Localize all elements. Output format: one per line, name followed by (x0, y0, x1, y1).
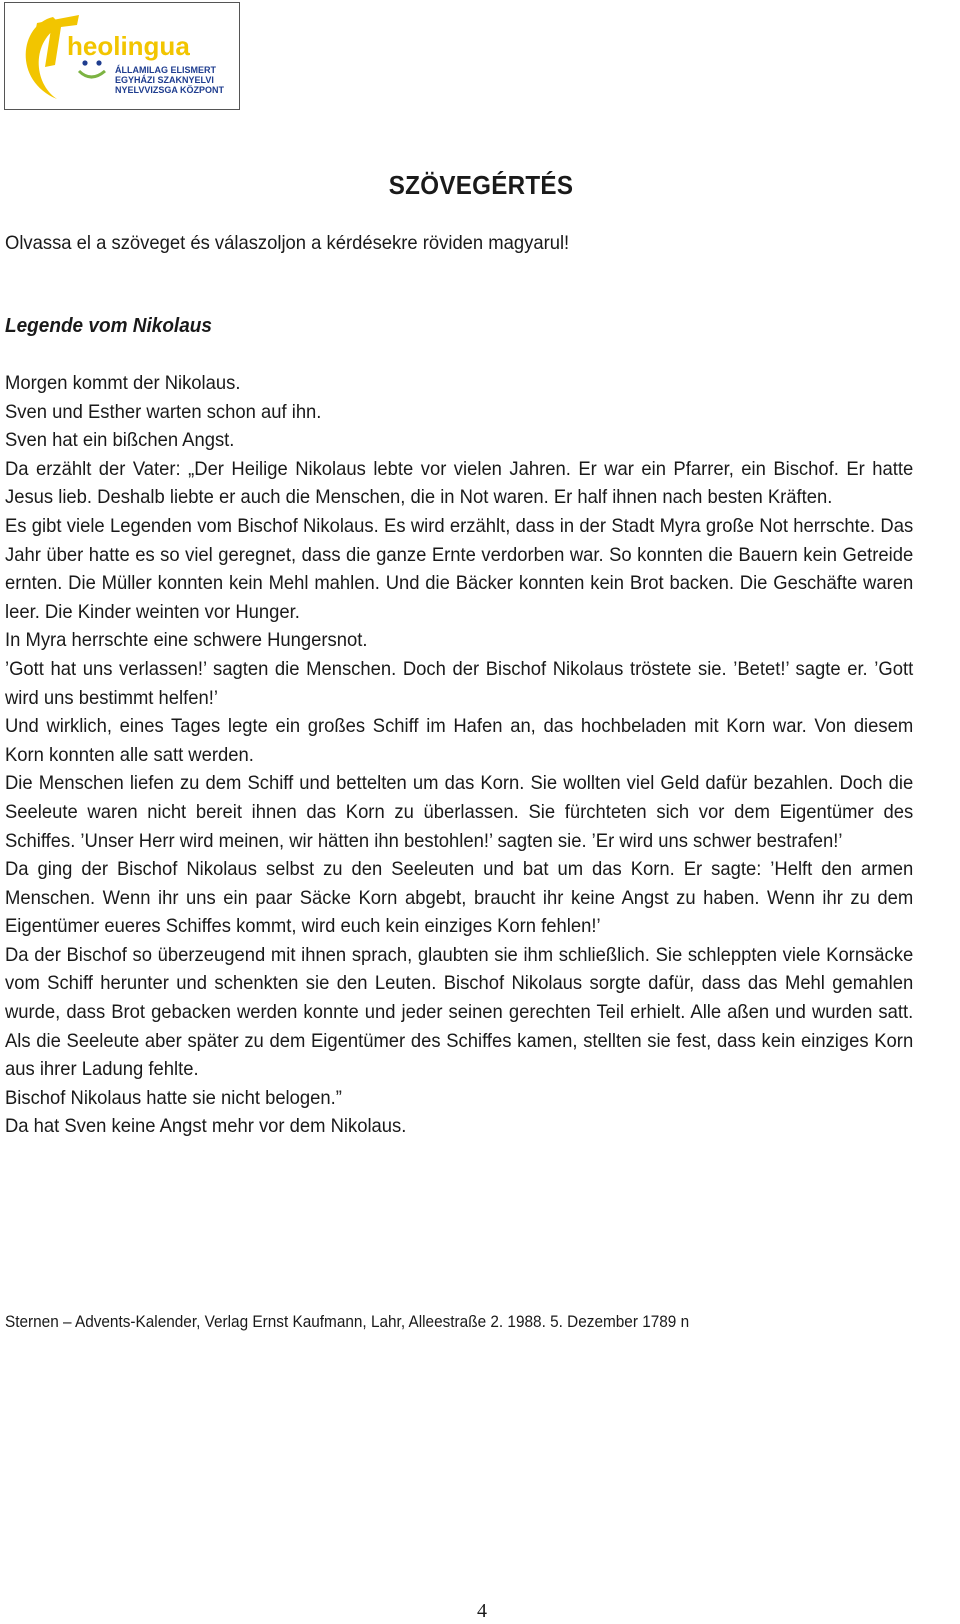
story-paragraph: Bischof Nikolaus hatte sie nicht belogen.” (5, 1086, 342, 1109)
logo-subline-1: ÁLLAMILAG ELISMERT (115, 65, 216, 75)
story-paragraph: ’Gott hat uns verlassen!’ sagten die Menschen. Doch der Bischof Nikolaus tröstete sie. ’Betet!’ sagte er. ’Gott wird uns bestimmt helfen!’ (5, 657, 914, 709)
theolingua-logo (4, 2, 240, 110)
logo-brand-text: heolingua (67, 31, 190, 61)
story-paragraph: Es gibt viele Legenden vom Bischof Nikolaus. Es wird erzählt, dass in der Stadt Myra große Not herrschte. Das Jahr über hatte es so viel geregnet, dass die ganze Ernte verdorben war. So konnten die Bauern kein Getreide ernten. Die Müller konnten kein Mehl mahlen. Und die Bäcker konnten kein Brot backen. Die Geschäfte waren leer. Die Kinder weinten vor Hunger. (5, 514, 914, 623)
source-citation: Sternen – Advents-Kalender, Verlag Ernst Kaufmann, Lahr, Alleestraße 2. 1988. 5. Dezember 1789 n (5, 1313, 690, 1331)
logo-subline-3: NYELVVIZSGA KÖZPONT (115, 85, 225, 95)
story-paragraph: Da hat Sven keine Angst mehr vor dem Nikolaus. (5, 1115, 407, 1138)
logo-graphic (5, 3, 238, 108)
story-body (5, 369, 913, 1141)
story-paragraph: Und wirklich, eines Tages legte ein großes Schiff im Hafen an, das hochbeladen mit Korn war. Von diesem Korn konnten alle satt werden. (5, 715, 914, 766)
story-paragraph: In Myra herrschte eine schwere Hungersnot. (5, 629, 368, 652)
story-paragraph: Sven und Esther warten schon auf ihn. (5, 400, 322, 423)
instruction-text: Olvassa el a szöveget és válaszoljon a kérdésekre röviden magyarul! (5, 232, 570, 254)
logo-subline-2: EGYHÁZI SZAKNYELVI (115, 75, 214, 85)
logo-eye-right (96, 60, 101, 65)
page-heading: SZÖVEGÉRTÉS (388, 170, 574, 200)
story-paragraph: Da ging der Bischof Nikolaus selbst zu den Seeleuten und bat um das Korn. Er sagte: ’Helft den armen Menschen. Wenn ihr uns ein paar Säcke Korn abgebt, braucht ihr keine Angst zu haben. Wenn ihr zu dem Eigentümer eueres Schiffes kommt, wird euch kein einziges Korn fehlen!’ (5, 858, 914, 938)
story-paragraph: Da erzählt der Vater: „Der Heilige Nikolaus lebte vor vielen Jahren. Er war ein Pfarrer, ein Bischof. Er hatte Jesus lieb. Deshalb liebte er auch die Menschen, die in Not waren. Er half ihnen nach besten Kräften. (5, 457, 914, 509)
story-paragraph: Die Menschen liefen zu dem Schiff und bettelten um das Korn. Sie wollten viel Geld dafür bezahlen. Doch die Seeleute waren nicht bereit ihnen das Korn zu überlassen. Sie fürchteten sich vor dem Eigentümer des Schiffes. ’Unser Herr wird meinen, wir hätten ihn bestohlen!’ sagten sie. ’Er wird uns schwer bestrafen!’ (5, 772, 914, 852)
story-paragraph: Da der Bischof so überzeugend mit ihnen sprach, glaubten sie ihm schließlich. Sie schleppten viele Kornsäcke vom Schiff herunter und schenkten sie den Leuten. Bischof Nikolaus sorgte dafür, dass das Mehl gemahlen wurde, dass Brot gebacken werden konnte und jeder seinen gerechten Teil erhielt. Alle aßen und wurden satt. Als die Seeleute aber später zu dem Eigentümer des Schiffes kamen, stellten sie fest, dass kein einziges Korn aus ihrer Ladung fehlte. (5, 943, 914, 1081)
story-title: Legende vom Nikolaus (5, 315, 212, 337)
story-paragraph: Morgen kommt der Nikolaus. (5, 372, 241, 394)
story-paragraph: Sven hat ein bißchen Angst. (5, 429, 235, 452)
logo-smile (79, 71, 105, 77)
page-number: 4 (477, 1600, 487, 1622)
logo-eye-left (82, 60, 87, 65)
